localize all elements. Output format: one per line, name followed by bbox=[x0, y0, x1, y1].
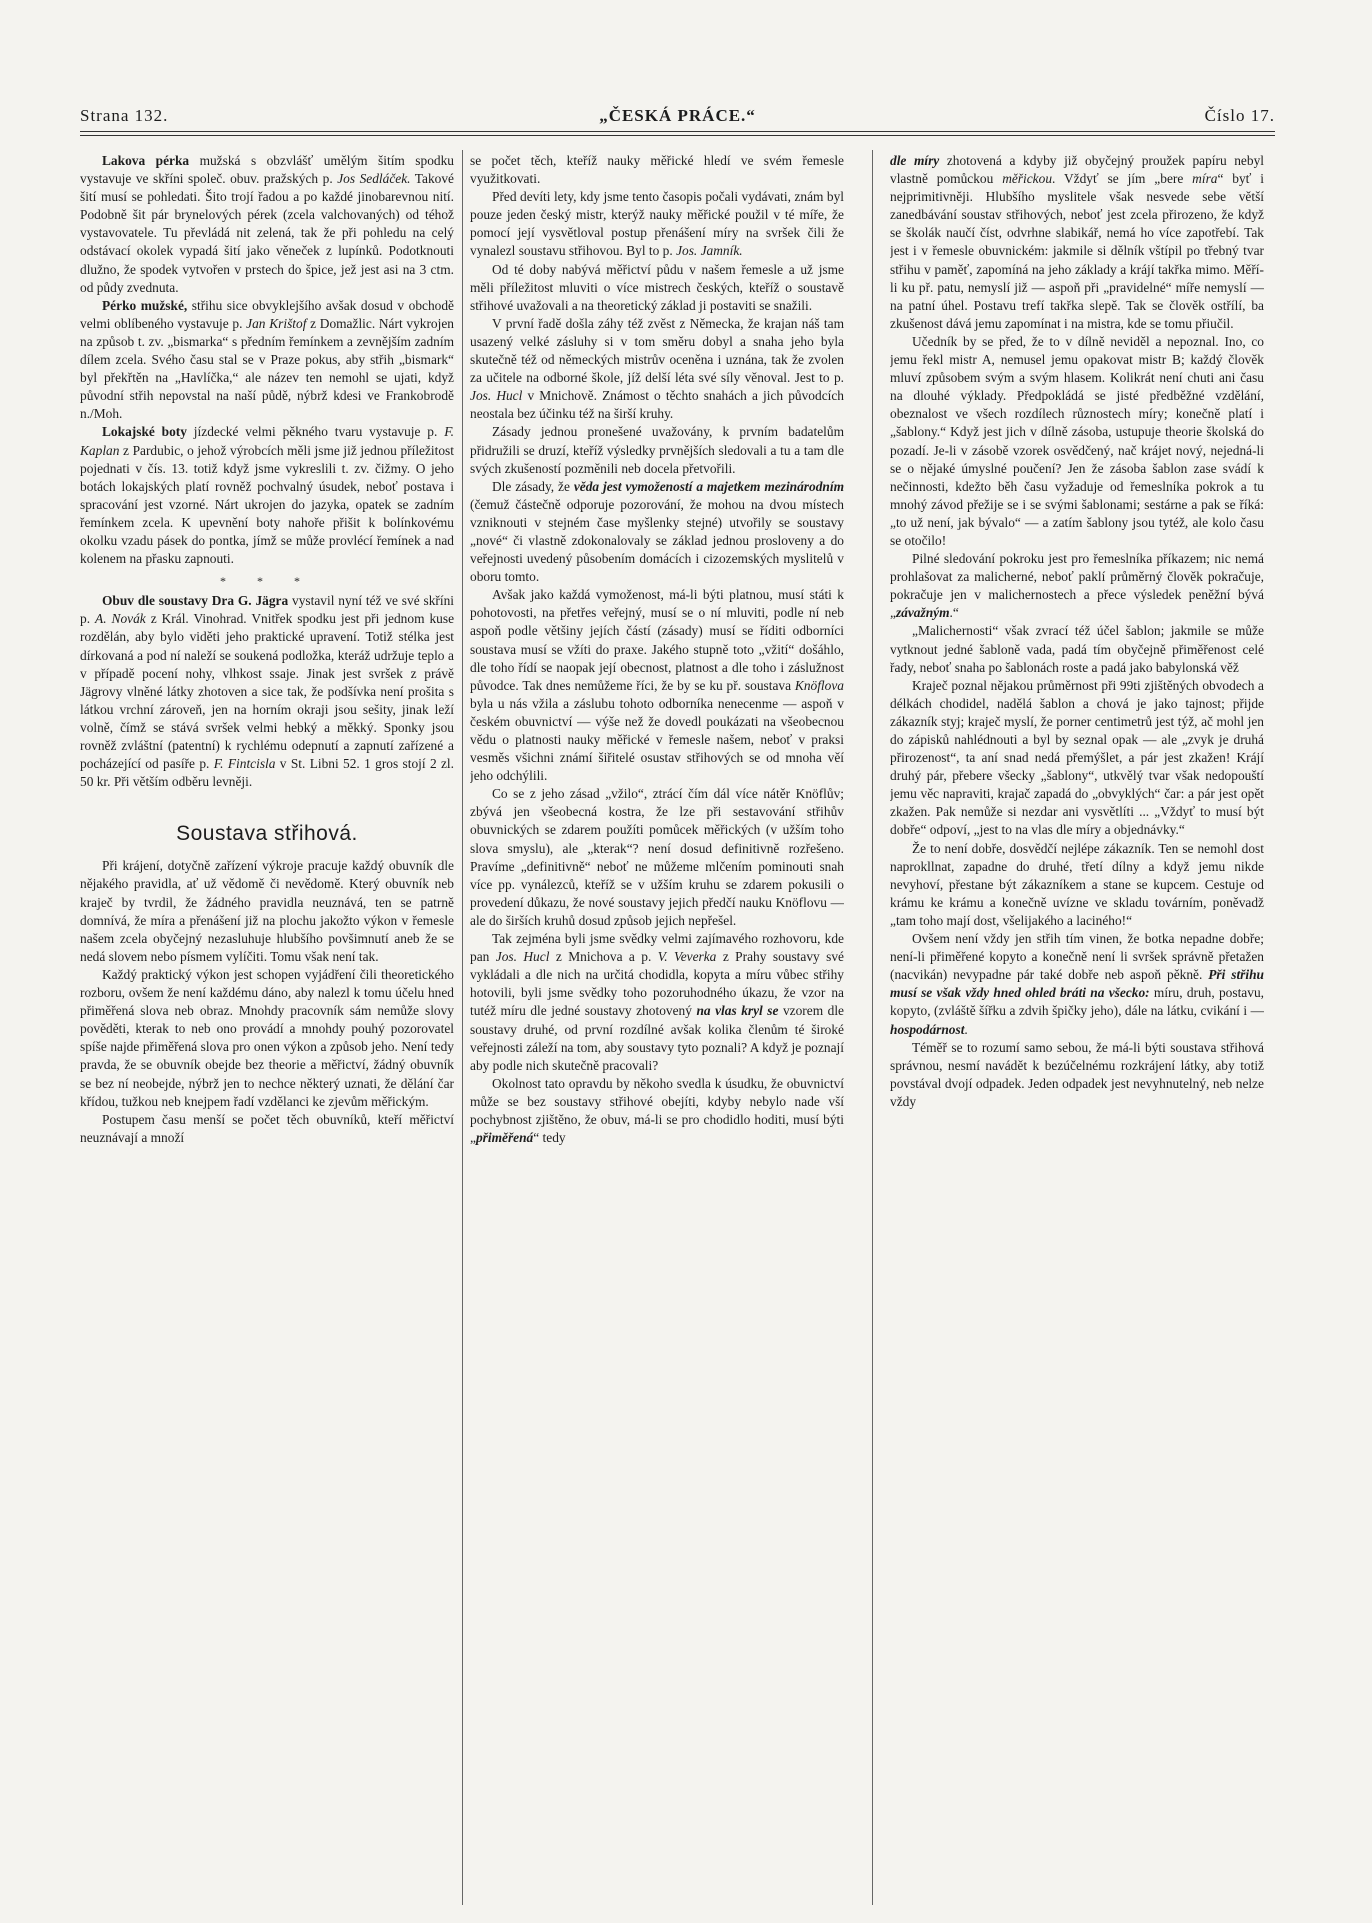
article-paragraph: Učedník by se před, že to v dílně neviděl a nepoznal. Ino, co jemu řekl mistr A, nemusel jemu opakovat mistr B; každý člověk mluví způsobem svým a svým hlasem. Kolikrát není chuti ani času na dlouhé výklady. Předpokládá se jisté předběžné vzdělání, obeznalost ve všech rozdílech různostech míry; konečně platí i „šablony.“ Když jest jich v dílně zásoba, ustupuje theorie školská do pozadí. Je-li v zásobě vzorek osvědčený, nač krájet nový, nejedná-li se o nějaké úmyslné poučení? Jen že zásoba šablon zase svádí k nečinnosti, kdežto běh času vyžaduje od řemeslníka pokrok a tu mnohý závod přežije se i se svými šablonami; sestárne a pak se říká: „to už není, jak bývalo“ — a zatím šablony jsou tytéž, ale kolo času se otočilo! bbox=[890, 333, 1264, 548]
article-paragraph bbox=[890, 550, 1264, 622]
article-paragraph bbox=[470, 188, 844, 260]
text: Dle zásady, že bbox=[492, 478, 574, 494]
article-paragraph bbox=[890, 152, 1264, 333]
text: jízdecké velmi pěkného tvaru vystavuje p. bbox=[186, 424, 445, 440]
text: mužská s obzvlášť umělým šitím spodku vystavuje ve skříni společ. obuv. pražských p. bbox=[80, 153, 454, 187]
column-1 bbox=[80, 152, 454, 1912]
exhibitor-name: Jan Krištof bbox=[246, 315, 307, 331]
person-name: Jos. Hucl bbox=[495, 949, 550, 965]
article-paragraph bbox=[80, 152, 454, 297]
person-name: Knöflova bbox=[794, 677, 844, 693]
text: z Prahy soustavy své vykládali a dle nich na určitá chodidla, kopyta a míru vůbec střihy hotovili, byli jsme svědky toho pozoruhodného úkazu, že vzor na tutéž míru dle jedné soustavy zhotovený bbox=[470, 949, 844, 1019]
article-paragraph: Kraječ poznal nějakou průměrnost při 99ti zjištěných obvodech a délkách chodidel, nadělá šablon a chová je jako tajnost; přijde zákazník styj; kraječ myslí, že porner centimetrů jest týž, ač mohl jen do zápisků nahlédnouti a byl by seznal opak — ale „zvyk je druhá přirozenost“, ta aní snad nedá přemýšlet, a pár jest zkažen! Krájí druhý pár, přebere všecky „šablony“, utkvělý tvar však nedopouští jemu věc napraviti, krajač zapadá do „obvyklých“ čar: a pár jest opět zkažen. Pak nemůže si nezdar ani vysvětlíti ... „Vždyť to musí být dobře“ odpoví, „jest to na vlas dle míry a objednávky.“ bbox=[890, 677, 1264, 838]
article-paragraph: se počet těch, kteříž nauky měřické hledí ve svém řemesle využitkovati. bbox=[470, 153, 844, 187]
text: Tak zejména byli jsme svědky velmi zajímavého rozhovoru, kde pan bbox=[470, 931, 844, 965]
text: . bbox=[964, 1021, 968, 1037]
text: zhotovená a kdyby již obyčejný proužek papíru nebyl vlastně pomůckou bbox=[890, 153, 1264, 187]
article-paragraph: Každý praktický výkon jest schopen vyjádření čili theoretického rozboru, ovšem že není každému dáno, aby nalezl k tomu účelu hned přiměřená slova neb obraz. Mnohdy pracovník sám nemůže slovy pověděti, kterak to neb ono provádí a mnohdy pouhý pozorovatel spíše najde přiměřená slova pro onen výkon a způsob jeho. Není tedy pravda, že se obuvník obejde bez theorie a měřictví, žádný obuvník se bez ní neobejde, nýbrž jen to nechce některý uznati, že dělání čar křídou, tužkou neb knejpem řadí vzdělanci ke zjevům měřickým. bbox=[80, 966, 454, 1109]
page-header bbox=[80, 106, 1275, 132]
text: Avšak jako každá vymoženost, má-li býti platnou, musí státi k pohotovosti, na přetřes veřejný, musí se o ní mluviti, podle ní neb aspoň podle většiny jejích částí (zásady) musí se říditi odborníci soustava musí se vžíti do praxe. Jakého stupně toto „vžití“ došáhlo, dle toho řídí se naopak její obecnost, platnost a dle toho i záslužnost původce. Tak dnes nemůžeme říci, že by se ku př. soustava bbox=[470, 587, 844, 693]
person-name: Jos. Jamník. bbox=[676, 243, 743, 259]
article-paragraph: Postupem času menší se počet těch obuvníků, kteří měřictví neuznávají a množí bbox=[80, 1111, 454, 1145]
article-paragraph: „Malichernosti“ však zvrací též účel šablon; jakmile se může vytknout jedné šabloně vada, padá tím obyčejně přiměřenost celé řady, neboť snaha po šablonách roste a padá jako babylonská věž bbox=[890, 623, 1264, 675]
text: z Domažlic. Nárt vykrojen na způsob t. zv. „bismarka“ s předním řemínkem a zevnějším zadním dílem zcela. Svého času stal se v Praze pokus, aby střih „bismark“ byl překřtěn na „Havlíčka,“ ale název ten nemohl se ujati, když původní střih nepovstal na naší půdě, nýbrž kdesi ve Frankobrodě n./Moh. bbox=[80, 315, 454, 422]
text: v St. Libni 52. 1 gros stojí 2 zl. 50 kr. Při větším odběru levněji. bbox=[80, 756, 454, 790]
page-number: Strana 132. bbox=[80, 106, 169, 125]
text: vzorem dle soustavy druhé, od první rozdílné avšak kolika členům té široké veřejnosti záleží na tom, aby soustavy tyto poznali? A když je poznají aby podle nich skutečně pracovali? bbox=[470, 1003, 844, 1073]
article-paragraph bbox=[470, 930, 844, 1075]
emphasis: hospodárnost bbox=[890, 1021, 965, 1037]
text: střihu sice obvyklejšího avšak dosud v obchodě velmi oblíbeného vystavuje p. bbox=[80, 297, 454, 331]
emphasis: věda jest vymožeností a majetkem mezinárodním bbox=[573, 478, 844, 494]
text: (čemuž částečně odporuje pozorování, že mohou na dvou místech vzniknouti v stejném čase myšlenky stejné) utvořily se soustavy „nové“ či vlastně zdokonalovaly se základ jednou prosloveny a do veřejnosti uvedený působením domácích i cizozemských myslitelů v oboru tomto. bbox=[470, 496, 844, 585]
issue-number: Číslo 17. bbox=[1204, 106, 1275, 125]
exhibitor-name: F. Kaplan bbox=[80, 424, 454, 458]
text: z Král. Vinohrad. Vnitřek spodku jest při jednom kuse rozdělán, aby bylo viděti jeho praktické upravení. Totiž stélka jest dírkovaná a pod ní naleží se soukená podložka, kteráž udržuje teplo a v případě pocení nohy, vlhkost ssaje. Jinak jest svršek z právě Jägrovy vlněné látky zhotoven a sice tak, že podšívka není prošita s látkou vrchní zároveň, jen na horním okraji jsou sešity, jinak leží volně, čímž se stává svršek velmi hebký a měkký. Sponky jsou rovněž zvláštní (patentní) k rychlému odepnutí a zapnutí zařízené a pocházející od pasíře p. bbox=[80, 611, 454, 772]
text: Okolnost tato opravdu by někoho svedla k úsudku, že obuvnictví může se bez soustavy střihové obejíti, kdyby nebylo nade vší pochybnost zjištěno, že obuv, má-li se pro chodidlo hoditi, musí býti „ bbox=[470, 1075, 844, 1146]
text: míru, druh, postavu, kopyto, (zvláště šířku a zdvih špičky jeho), dále na látku, cvikání i — bbox=[890, 985, 1264, 1019]
emphasis: měřickou bbox=[1002, 171, 1053, 187]
article-paragraph bbox=[470, 586, 844, 785]
emphasis: míra bbox=[1192, 171, 1218, 187]
article-paragraph: Zásady jednou pronešené uvažovány, k prvním badatelům přidružili se druzí, kteříž výsledky prvnějších sledovali a tu a tam dle svých zkušeností pozměnili neb docela přetvořili. bbox=[470, 424, 844, 476]
article-paragraph: Při krájení, dotyčně zařízení výkroje pracuje každý obuvník dle nějakého pravidla, ať už vědomě či nevědomě. Který obuvník neb kraječ by tvrdil, že žádného pravidla neuznává, ten se patrně domnívá, že míra a přenášení již na plochu jakožto výkon v řemesle našem zcela obyčejný nezasluhuje hlubšího povšimnutí aneb že se nedá slovem nebo písmem vylíčiti. Tomu však není tak. bbox=[80, 858, 454, 964]
article-paragraph bbox=[470, 1075, 844, 1147]
article-paragraph bbox=[80, 297, 454, 424]
text: .“ bbox=[949, 605, 959, 621]
text: . Vždyť se jím „bere bbox=[1052, 171, 1193, 187]
text: vystavil nyní též ve své skříni p. bbox=[80, 593, 454, 627]
section-heading: Soustava střihová. bbox=[176, 822, 358, 846]
exhibitor-name: A. Novák bbox=[95, 611, 146, 627]
text: z Mnichova a p. bbox=[549, 949, 658, 965]
header-rule-thin bbox=[80, 135, 1275, 136]
text: “ tedy bbox=[533, 1130, 566, 1146]
text: v Mnichově. Známost o těchto snahách a jich původcích neostala bez účinku též na širší kruhy. bbox=[470, 388, 844, 422]
exhibitor-name: F. Fintcisla bbox=[213, 756, 276, 772]
column-2 bbox=[470, 152, 844, 1912]
emphasis: přiměřená bbox=[475, 1130, 534, 1146]
column-3 bbox=[890, 152, 1264, 1912]
exhibitor-name: Jos Sedláček. bbox=[337, 171, 411, 187]
emphasis: závažným bbox=[895, 605, 950, 621]
column-divider bbox=[462, 150, 463, 1905]
article-paragraph bbox=[470, 315, 844, 424]
article-paragraph: Od té doby nabývá měřictví půdu v našem řemesle a už jsme měli příležitost mluviti o více mistrech českých, kteříž o soustavě střihové uvažovali a na theoretický základ ji postaviti se snažili. bbox=[470, 261, 844, 313]
article-paragraph: Téměř se to rozumí samo sebou, že má-li býti soustava střihová správnou, nesmí navádět k bezúčelnému rozkrájení látky, aby totiž povstával dvojí odpadek. Jeden odpadek jest nevyhnutelný, neb nelze vždy bbox=[890, 1039, 1264, 1109]
article-paragraph: Že to není dobře, dosvědčí nejlépe zákazník. Ten se nemohl dost naprokllnat, zapadne do druhé, třetí dílny a když jemu nikde nevyhoví, přestane být zákazníkem a stane se kupcem. Cestuje od krámu ke krámu a konečně uvízne ve skladu továrním, poněvadž „tam toho mají dost, všelijakého a laciného!“ bbox=[890, 840, 1264, 928]
article-lead: Obuv dle soustavy Dra G. Jägra bbox=[102, 593, 289, 609]
article-paragraph: Co se z jeho zásad „vžilo“, ztrácí čím dál více nátěr Knöflův; zbývá jen všeobecná kostra, že lze při sestavování střihův obuvnických se zdarem použíti pomůcek měřických (v užším toho slova smyslu), ale „kterak“? není dosud definitivně rozřešeno. Pravíme „definitivně“ neboť ne můžeme mlčením pominouti snah více pp. vynálezců, kteříž se v užším kruhu se zdarem pokusili o provedení důkazu, že nové soustavy jejich předčí nauku Knöflovu — ale do širších kruhů dosud způsob jejich nepřešel. bbox=[470, 786, 844, 928]
text: byla u nás vžila a záslubu tohoto odborníka nenecenme — aspoň v českém obuvnictví — výše než že dovedl poukázati na všeobecnou vědu o platnosti nauky měřické v řemesle našem, neboť v praksi vesměs všichni známí šiřitelé osustav střihových se od mnoha věí jeho odchýlili. bbox=[470, 695, 844, 784]
column-divider bbox=[872, 150, 873, 1905]
article-lead: Lakova pérka bbox=[102, 153, 190, 168]
article-paragraph bbox=[470, 478, 844, 587]
section-separator: * * * bbox=[220, 574, 314, 589]
article-lead: Lokajské boty bbox=[102, 424, 187, 440]
header-rule bbox=[80, 131, 1275, 132]
text: Pilné sledování pokroku jest pro řemeslníka příkazem; nic nemá prohlašovat za malicherné, neboť paklí průměrný člověk pokračuje, pokračuje jen v malichernostech a přece výsledek peněžní bývá „ bbox=[890, 551, 1264, 621]
publication-title: „ČESKÁ PRÁCE.“ bbox=[599, 106, 756, 125]
article-lead: Pérko mužské, bbox=[102, 297, 188, 313]
text: Ovšem není vždy jen střih tím vinen, že botka nepadne dobře; není-li přiměřené kopyto a konečně není li svršek správně přetažen (nacvikán) nevypadne pár také dobře neb aspoň pěkně. bbox=[890, 931, 1264, 983]
text: Takové šití musí se pohledati. Šito trojí řadou a po každé jinobarevnou nití. Podobně šit pár brynelových pérek (zcela valchovaných) od téhož vystavovatele. Tu převládá nit zelená, tak že při pohledu na celý odstávací okolek vypadá šití jako věneček z lupínků. Podotknouti dlužno, že spodek vytvořen v prstech do špice, jež jest asi na 3 ctm. od půdy zvednuta. bbox=[80, 171, 454, 295]
article-paragraph bbox=[80, 423, 454, 568]
emphasis: na vlas kryl se bbox=[696, 1003, 779, 1019]
text: z Pardubic, o jehož výrobcích měli jsme již jednou příležitost pojednati v čís. 13. totiž když jsme vykreslili t. zv. čižmy. O jeho botách lokajských platí rovněž pochvalný úsudek, neboť postava i spracování jest vzorné. Nárt ukrojen do jazyka, opatek se zadním řemínkem zcela. K upevnění boty nahoře přišit k bolínkovému okolku vzadu pásek do pontka, jímž se může provlécí řemínek a nad kolenem na přasku zapnouti. bbox=[80, 442, 454, 567]
text: Před devíti lety, kdy jsme tento časopis počali vydávati, znám byl pouze jeden český mistr, kterýž nauky měřické použil v té míře, že pomocí její vysvětloval postup přenášení míry na svršek čili že vynalezl soustavu střihovou. Byl to p. bbox=[470, 189, 844, 259]
emphasis: dle míry bbox=[890, 153, 940, 168]
emphasis: Při střihu musí se však vždy hned ohled bráti na všecko: bbox=[890, 967, 1264, 1001]
text: “ byť i nejprimitivněji. Hlubšího myslitele však nesvede sebe větší zanedbávání soustav střihových, neboť jest zcela přirozeno, že když se školák naučí číst, odvrhne slabikář, nemá ho více zapotřebí. Tak jest i v řemesle obuvnickém: jakmile si dělník vštípil po třebný tvar střihu v paměť, zapomíná na jeho základy a krájí takřka mimo. Měří-li ku př. patu, nemyslí již — aspoň při „pravidelné“ míře nemyslí — na patní úhel. Postavu trefí takřka slepě. Tak se člověk ostřílí, ba zkušenost dává jemu zapomínat i na mistra, kde se tomu přiučil. bbox=[890, 171, 1264, 331]
text: V první řadě došla záhy též zvěst z Německa, že krajan náš tam usazený velké zásluhy si v tom směru dobyl a snaha jeho byla skutečně též od německých mistrův oceněna i uznána, tak že zvolen za učitele na odborné škole, jíž delší léta své síly věnoval. Jest to p. bbox=[470, 315, 844, 386]
article-paragraph bbox=[80, 592, 454, 791]
article-paragraph bbox=[890, 930, 1264, 1039]
person-name: Jos. Hucl bbox=[470, 388, 523, 404]
person-name: V. Veverka bbox=[657, 949, 717, 965]
